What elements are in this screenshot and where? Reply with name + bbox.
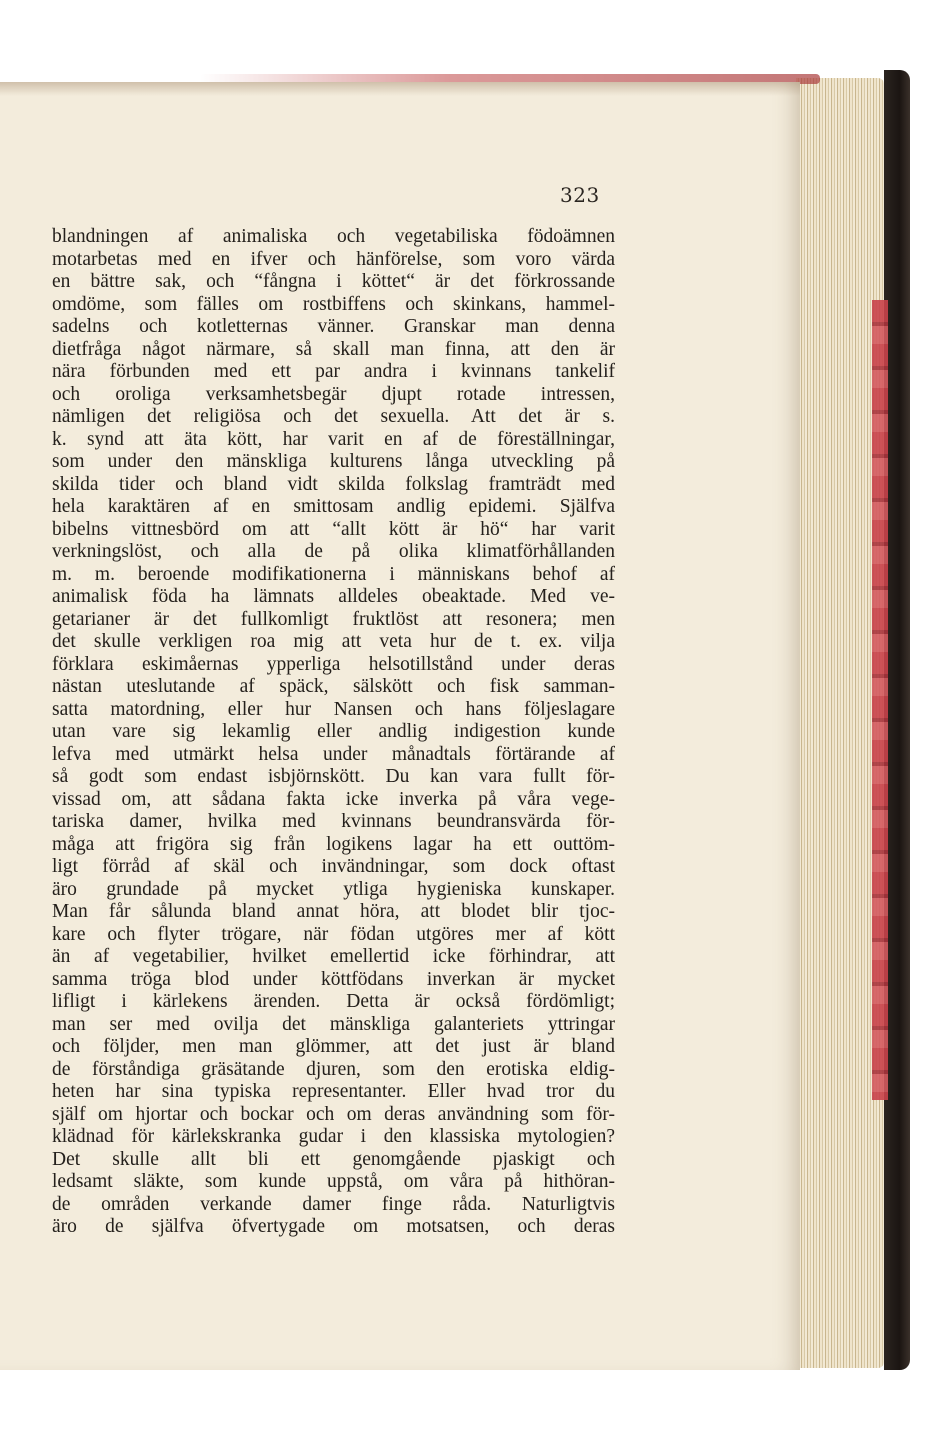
text-line: utan vare sig lekamlig eller andlig indigestion kunde [52, 721, 615, 742]
text-line: ledsamt släkte, som kunde uppstå, om våra på hithöran- [52, 1171, 615, 1192]
text-line: motarbetas med en ifver och hänförelse, som voro värda [52, 248, 615, 270]
text-line: klädnad för kärlekskranka gudar i den klassiska mytologien? [52, 1126, 615, 1147]
page-edges [796, 78, 884, 1368]
text-line: blandningen af animaliska och vegetabiliska födoämnen [52, 226, 615, 247]
text-line: som under den mänskliga kulturens långa utveckling på [52, 451, 615, 472]
text-line: getarianer är det fullkomligt fruktlöst att resonera; men [52, 608, 615, 630]
text-line: och följder, men man glömmer, att det just är bland [52, 1036, 615, 1057]
text-line: de områden verkande damer finge råda. Naturligtvis [52, 1193, 615, 1215]
text-line: äro de själfva öfvertygade om motsatsen, och deras [52, 1216, 615, 1237]
text-line: k. synd att äta kött, har varit en af de föreställningar, [52, 428, 615, 450]
text-line: kare och flyter trögare, när födan utgöres mer af kött [52, 923, 615, 945]
text-line: själf om hjortar och bockar och om deras användning som för- [52, 1103, 615, 1125]
text-line: dietfråga något närmare, så skall man finna, att den är [52, 338, 615, 360]
text-line: äro grundade på mycket ytliga hygieniska kunskaper. [52, 878, 615, 900]
text-line: och oroliga verksamhetsbegär djupt rotade intressen, [52, 383, 615, 405]
text-line: bibelns vittnesbörd om att “allt kött är hö“ har varit [52, 518, 615, 540]
text-line: Det skulle allt bli ett genomgående pjaskigt och [52, 1148, 615, 1170]
text-line: ligt förråd af skäl och invändningar, som dock oftast [52, 856, 615, 877]
text-line: sadelns och kotletternas vänner. Granskar man denna [52, 316, 615, 337]
text-line: lefva med utmärkt helsa under månadtals förtärande af [52, 743, 615, 765]
text-line: animalisk föda ha lämnats alldeles obeaktade. Med ve- [52, 586, 615, 607]
text-line: nästan uteslutande af späck, sälskött och fisk samman- [52, 676, 615, 697]
text-line: skilda tider och bland vidt skilda folkslag framträdt med [52, 473, 615, 495]
text-line: heten har sina typiska representanter. Eller hvad tror du [52, 1081, 615, 1102]
text-line: Man får sålunda bland annat höra, att blodet blir tjoc- [52, 901, 615, 922]
text-line: man ser med ovilja det mänskliga galanteriets yttringar [52, 1013, 615, 1035]
text-line: hela karaktären af en smittosam andlig epidemi. Själfva [52, 496, 615, 517]
text-line: en bättre sak, och “fångna i köttet“ är det förkrossande [52, 271, 615, 292]
text-line: samma tröga blod under köttfödans inverkan är mycket [52, 968, 615, 990]
text-line: det skulle verkligen roa mig att veta hur de t. ex. vilja [52, 631, 615, 652]
page-number: 323 [560, 183, 600, 207]
text-line: satta matordning, eller hur Nansen och hans följeslagare [52, 698, 615, 720]
text-line: lifligt i kärlekens ärenden. Detta är också fördömligt; [52, 991, 615, 1012]
text-line: än af vegetabilier, hvilket emellertid icke förhindrar, att [52, 946, 615, 967]
text-line: tariska damer, hvilka med kvinnans beundransvärda för- [52, 811, 615, 832]
text-line: verkningslöst, och alla de på olika klimatförhållanden [52, 541, 615, 562]
red-page-edge [872, 300, 888, 1100]
text-line: m. m. beroende modifikationerna i människans behof af [52, 563, 615, 585]
text-line: måga att frigöra sig från logikens lagar ha ett outtöm- [52, 833, 615, 855]
text-line: nämligen det religiösa och det sexuella. Att det är s. [52, 406, 615, 427]
text-line: så godt som endast isbjörnskött. Du kan vara fullt för- [52, 766, 615, 787]
text-line: vissad om, att sådana fakta icke inverka på våra vege- [52, 788, 615, 810]
body-text [52, 226, 615, 1239]
page-top-shade [0, 82, 800, 96]
text-line: förklara eskimåernas ypperliga helsotillstånd under deras [52, 653, 615, 675]
text-line: nära förbunden med ett par andra i kvinnans tankelif [52, 361, 615, 382]
text-line: de förståndiga gräsätande djuren, som den erotiska eldig- [52, 1058, 615, 1080]
text-line: omdöme, som fälles om rostbiffens och skinkans, hammel- [52, 293, 615, 315]
